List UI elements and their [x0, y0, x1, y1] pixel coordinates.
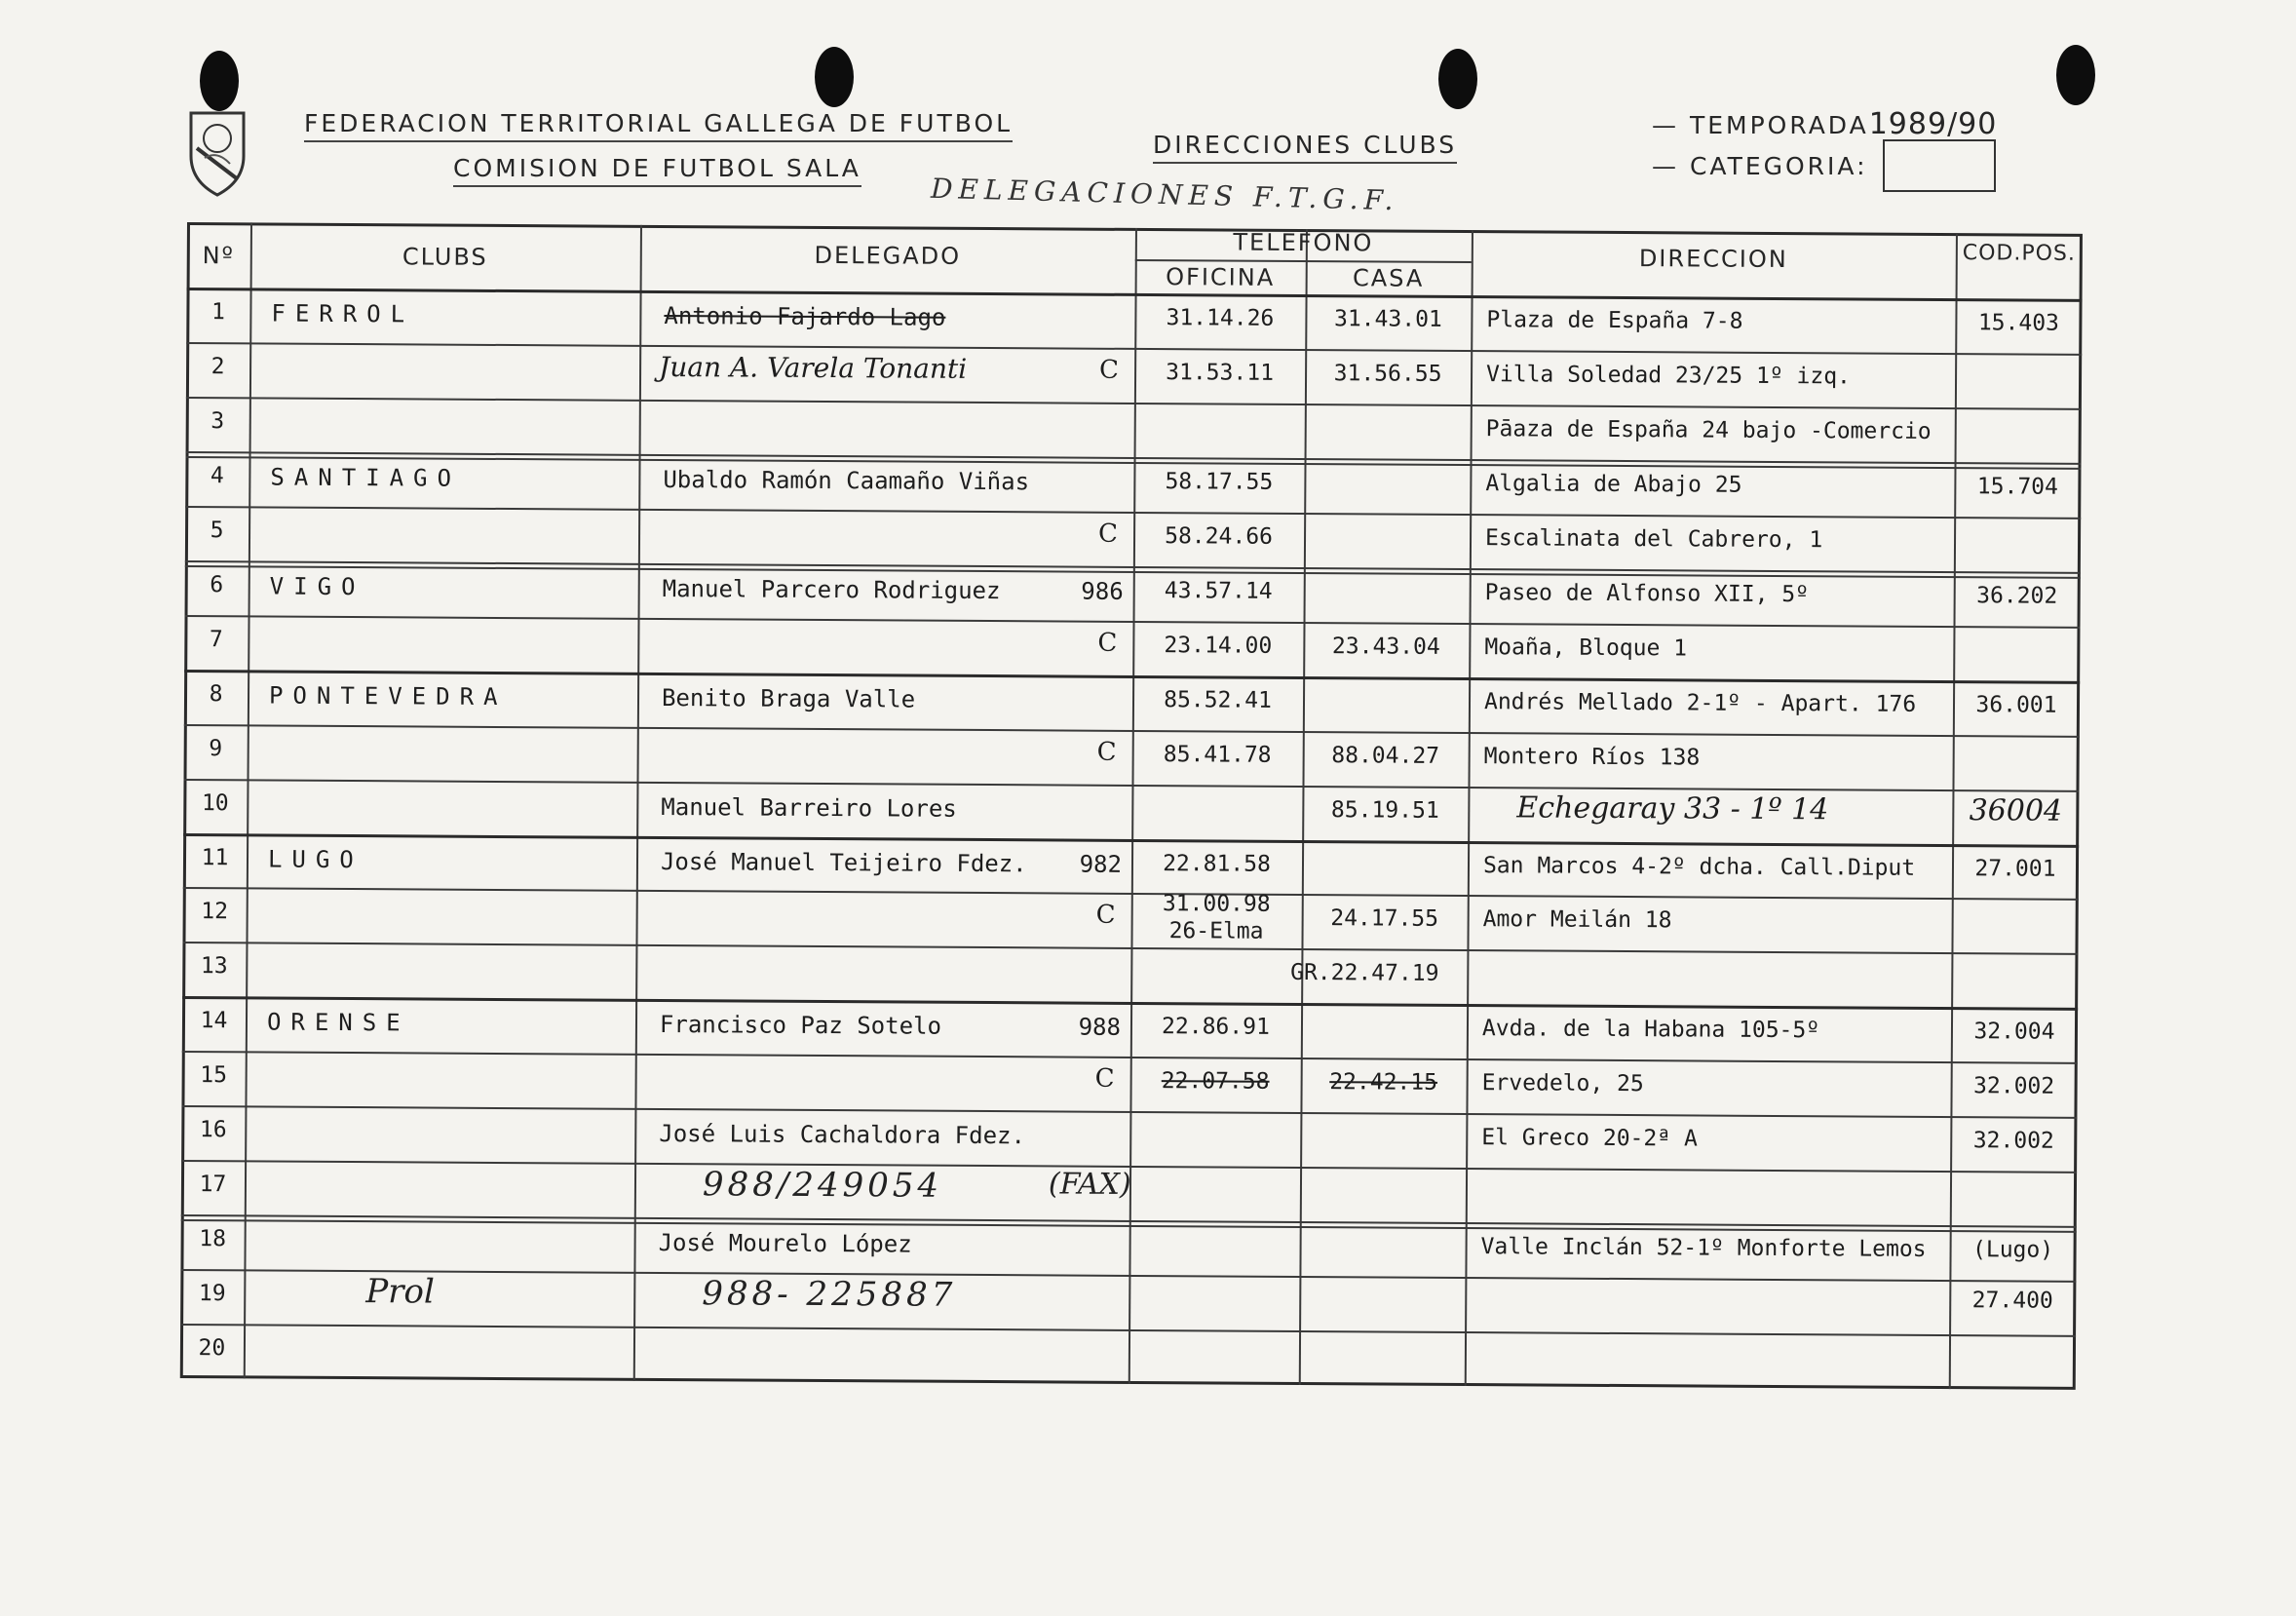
phone-prefix: 982 — [1079, 850, 1123, 878]
direccion: San Marcos 4-2º dcha. Call.Diput — [1482, 852, 1916, 881]
club-name: ORENSE — [266, 1008, 410, 1037]
col-header-telefono: TELEFONO — [1233, 228, 1374, 257]
check-mark: C — [1094, 1064, 1115, 1095]
direccion: Valle Inclán 52-1º Monforte Lemos — [1480, 1234, 1927, 1263]
cod-pos: 36.001 — [1975, 691, 2057, 718]
document-title: DIRECCIONES CLUBS — [1153, 131, 1457, 164]
cod-pos: 32.002 — [1972, 1073, 2055, 1100]
cod-pos: 15.704 — [1976, 474, 2059, 500]
row-number: 10 — [201, 789, 229, 816]
punch-hole — [815, 47, 854, 107]
club-name: VIGO — [269, 572, 365, 600]
cod-pos-handwritten: 36004 — [1969, 792, 2063, 828]
club-name: LUGO — [267, 845, 364, 873]
row-number: 1 — [210, 299, 225, 326]
phone-oficina: 58.17.55 — [1165, 468, 1274, 495]
delegado-name: José Manuel Teijeiro Fdez. — [660, 847, 1027, 877]
row-number: 17 — [199, 1172, 227, 1198]
cod-pos: 27.400 — [1971, 1288, 2053, 1314]
col-header-delegado: DELEGADO — [814, 241, 962, 270]
cod-pos: (Lugo) — [1971, 1237, 2054, 1263]
federation-crest-icon — [187, 109, 248, 199]
temporada-label-text: — TEMPORADA — [1652, 111, 1869, 139]
categoria-box — [1883, 139, 1996, 192]
delegado-phone-handwritten: 988- 225887 — [702, 1274, 957, 1315]
categoria-label: — CATEGORIA: — [1652, 152, 1868, 180]
phone-oficina: 85.41.78 — [1163, 741, 1272, 768]
clubs-table — [180, 222, 2083, 1390]
phone-casa: 85.19.51 — [1330, 796, 1439, 824]
delegado-name: José Mourelo López — [658, 1229, 912, 1258]
temporada-label — [1652, 107, 1997, 141]
col-header-clubs: CLUBS — [402, 243, 488, 271]
handwritten-subtitle: DELEGACIONES F.T.G.F. — [930, 172, 1399, 217]
row-number: 15 — [200, 1062, 228, 1089]
row-number: 2 — [210, 354, 225, 380]
phone-prefix: 988 — [1078, 1013, 1122, 1042]
delegado-phone-handwritten: 988/249054 — [702, 1165, 943, 1206]
row-number: 11 — [201, 844, 229, 870]
direccion: Montero Ríos 138 — [1483, 743, 1701, 771]
phone-oficina: 23.14.00 — [1164, 632, 1273, 659]
direccion: Moaña, Bloque 1 — [1484, 634, 1688, 662]
direccion: Avda. de la Habana 105-5º — [1481, 1016, 1820, 1044]
row-number: 13 — [200, 953, 228, 980]
col-header-direccion: DIRECCION — [1638, 245, 1788, 274]
phone-casa: GR.22.47.19 — [1290, 960, 1439, 987]
phone-oficina: 58.24.66 — [1165, 522, 1274, 550]
row-number: 3 — [210, 408, 225, 435]
col-header-oficina: OFICINA — [1166, 263, 1276, 291]
phone-casa: 31.43.01 — [1333, 306, 1442, 332]
row-number: 16 — [199, 1117, 227, 1143]
punch-hole — [200, 51, 239, 111]
cod-pos: 27.001 — [1974, 855, 2056, 882]
direccion: Escalinata del Cabrero, 1 — [1484, 524, 1823, 554]
delegado-name: Manuel Barreiro Lores — [661, 792, 957, 823]
org-subtitle: COMISION DE FUTBOL SALA — [453, 154, 861, 187]
phone-oficina: 43.57.14 — [1164, 577, 1273, 604]
direccion: Ervedelo, 25 — [1481, 1070, 1644, 1097]
phone-casa: 22.42.15 — [1329, 1069, 1438, 1097]
phone-casa: 31.56.55 — [1333, 361, 1442, 387]
delegado-name: Antonio Fajardo Lago — [664, 301, 946, 331]
row-number: 14 — [200, 1008, 228, 1034]
phone-oficina: 22.86.91 — [1162, 1014, 1270, 1041]
cod-pos: 32.004 — [1973, 1019, 2055, 1046]
direccion: Villa Soledad 23/25 1º izq. — [1485, 362, 1852, 390]
phone-oficina: 31.00.98 — [1162, 891, 1271, 918]
delegado-name: Manuel Parcero Rodriguez — [662, 574, 1001, 604]
delegado-name: Benito Braga Valle — [661, 683, 916, 713]
club-handwritten-note: Prol — [365, 1272, 435, 1312]
check-mark: C — [1096, 737, 1117, 767]
delegado-name: Francisco Paz Sotelo — [659, 1011, 942, 1041]
phone-casa: 88.04.27 — [1331, 742, 1440, 769]
check-mark: C — [1097, 628, 1118, 658]
club-name: FERROL — [271, 299, 415, 328]
direccion: Algalia de Abajo 25 — [1485, 470, 1742, 498]
club-name: PONTEVEDRA — [268, 681, 508, 711]
cod-pos: 32.002 — [1972, 1128, 2054, 1154]
punch-hole — [2056, 45, 2095, 105]
phone-oficina: 22.07.58 — [1161, 1068, 1270, 1096]
row-number: 7 — [209, 626, 223, 652]
delegado-name: Ubaldo Ramón Caamaño Viñas — [663, 465, 1030, 496]
row-number: 8 — [209, 680, 223, 707]
temporada-value: 1989/90 — [1868, 107, 1998, 141]
delegado-name: José Luis Cachaldora Fdez. — [659, 1120, 1026, 1150]
direccion: Andrés Mellado 2-1º - Apart. 176 — [1483, 688, 1917, 717]
row-number: 18 — [199, 1226, 227, 1252]
phone-prefix: 986 — [1081, 577, 1124, 605]
row-number: 19 — [198, 1281, 226, 1307]
row-number: 9 — [209, 735, 223, 761]
phone-oficina-note: 26-Elma — [1168, 918, 1264, 945]
row-number: 5 — [210, 517, 224, 544]
direccion: Amor Meilán 18 — [1482, 906, 1672, 934]
direccion-handwritten: Echegaray 33 - 1º 14 — [1516, 789, 1829, 827]
phone-oficina: 31.53.11 — [1166, 360, 1275, 386]
row-number: 20 — [198, 1335, 226, 1362]
fax-note: (FAX) — [1048, 1167, 1131, 1203]
cod-pos: 36.202 — [1976, 582, 2058, 609]
check-mark: C — [1097, 519, 1119, 549]
phone-oficina: 31.14.26 — [1166, 305, 1275, 331]
phone-oficina: 22.81.58 — [1163, 850, 1271, 877]
direccion: El Greco 20-2ª A — [1481, 1125, 1698, 1152]
phone-casa: 23.43.04 — [1331, 633, 1440, 660]
row-number: 6 — [210, 571, 224, 597]
punch-hole — [1438, 49, 1477, 109]
col-header-casa: CASA — [1352, 264, 1425, 292]
row-number: 12 — [201, 899, 229, 925]
row-number: 4 — [210, 462, 224, 489]
org-title: FEDERACION TERRITORIAL GALLEGA DE FUTBOL — [304, 109, 1013, 142]
direccion: Pāaza de España 24 bajo -Comercio — [1485, 416, 1932, 444]
phone-casa: 24.17.55 — [1330, 905, 1439, 933]
col-header-num: Nº — [202, 242, 236, 270]
club-name: SANTIAGO — [270, 463, 462, 492]
phone-oficina: 85.52.41 — [1164, 686, 1272, 713]
direccion: Paseo de Alfonso XII, 5º — [1484, 579, 1810, 607]
direccion: Plaza de España 7-8 — [1486, 307, 1743, 334]
check-mark: C — [1098, 355, 1120, 385]
delegado-handwritten: Juan A. Varela Tonanti — [659, 350, 968, 385]
cod-pos: 15.403 — [1977, 310, 2060, 336]
check-mark: C — [1095, 901, 1116, 931]
col-header-codpos: COD.POS. — [1962, 241, 2076, 266]
